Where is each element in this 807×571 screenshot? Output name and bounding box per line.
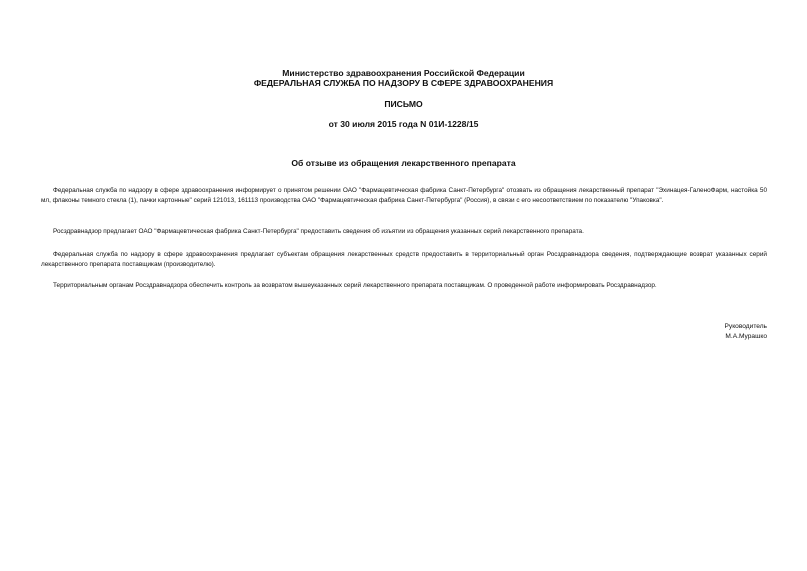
letter-date-number: от 30 июля 2015 года N 01И-1228/15 <box>328 119 479 129</box>
ministry-name: Министерство здравоохранения Российской Федерации <box>282 68 525 78</box>
paragraph-2: Росздравнадзор предлагает ОАО "Фармацевтическая фабрика Санкт-Петербурга" предоставить сведения об изъятии из обращения указанных серий лекарственного препарата. <box>53 228 584 235</box>
paragraph-3: Федеральная служба по надзору в сфере здравоохранения предлагает субъектам обращения лекарственных средств предоставить в территориальный орган Росздравнадзора сведения, подтверждающие возврат указанных серий лекарственного препарата поставщикам (производителю). <box>41 251 767 268</box>
letter-type: ПИСЬМО <box>384 99 423 109</box>
signatory-name: М.А.Мурашко <box>725 333 767 340</box>
paragraph-4: Территориальным органам Росздравнадзора обеспечить контроль за возвратом вышеуказанных серий лекарственного препарата поставщикам. О проведенной работе информировать Росздравнадзор. <box>53 282 657 289</box>
service-name: ФЕДЕРАЛЬНАЯ СЛУЖБА ПО НАДЗОРУ В СФЕРЕ ЗДРАВООХРАНЕНИЯ <box>253 78 554 88</box>
letter-subject: Об отзыве из обращения лекарственного препарата <box>291 158 516 168</box>
signature-block <box>725 322 767 342</box>
signatory-title: Руководитель <box>724 323 767 330</box>
paragraph-1: Федеральная служба по надзору в сфере здравоохранения информирует о принятом решении ОАО "Фармацевтическая фабрика Санкт-Петербурга" отозвать из обращения лекарственный препарат "Эхинацея-ГаленоФарм, настойка 50 мл, флаконы темного стекла (1), пачки картонные" серий 121013, 161113 производства ОАО "Фармацевтическая фабрика Санкт-Петербурга" (Россия), в связи с его несоответствием по показателю "Упаковка". <box>41 187 767 204</box>
